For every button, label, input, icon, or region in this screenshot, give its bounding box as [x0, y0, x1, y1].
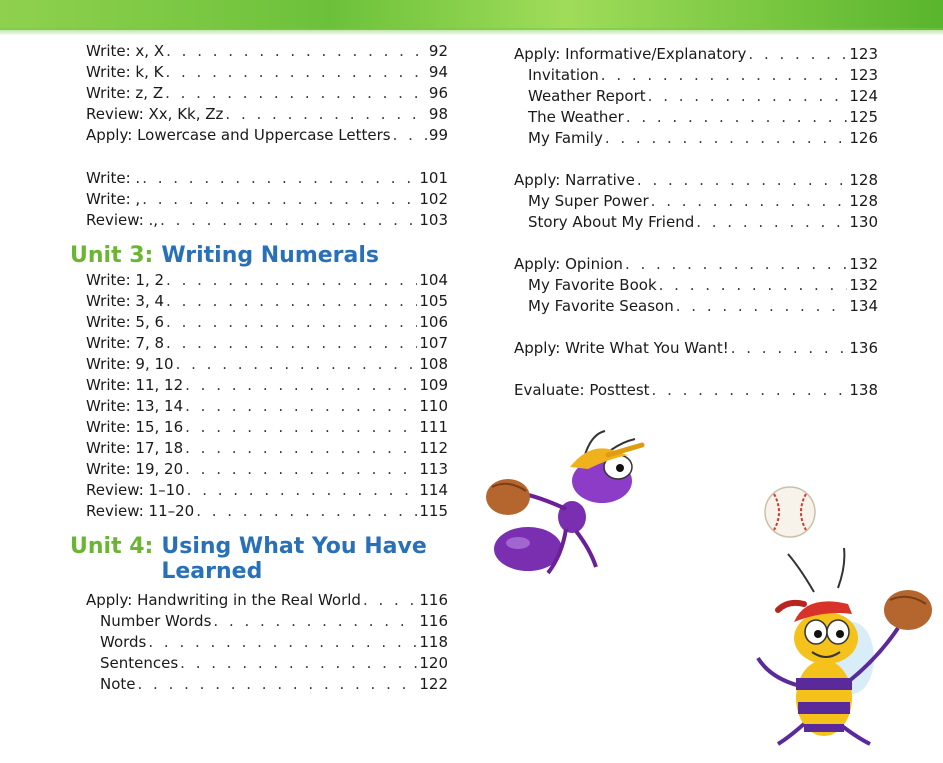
toc-entry[interactable]: [86, 653, 448, 674]
entry-page: 106: [419, 313, 448, 331]
toc-entry[interactable]: [514, 86, 878, 107]
toc-entry[interactable]: [86, 632, 448, 653]
toc-entry[interactable]: [514, 128, 878, 149]
entry-page: 128: [849, 192, 878, 210]
entry-label: Write: 3, 4: [86, 292, 165, 310]
entry-page: 92: [428, 42, 448, 60]
toc-entry[interactable]: [86, 189, 448, 210]
toc-entry[interactable]: [514, 296, 878, 317]
toc-entry[interactable]: [86, 459, 448, 480]
toc-entry[interactable]: [86, 210, 448, 231]
entry-label: Words: [100, 633, 147, 651]
entry-page: 114: [419, 481, 448, 499]
entry-label: Sentences: [100, 654, 179, 672]
entry-page: 102: [419, 190, 448, 208]
toc-entry[interactable]: [514, 338, 878, 359]
entry-label: Write: 5, 6: [86, 313, 165, 331]
entry-page: 110: [419, 397, 448, 415]
ant-mascot-icon: [470, 425, 650, 585]
unit3-list: [86, 270, 448, 522]
entry-page: 122: [419, 675, 448, 693]
unit-number: Unit 4:: [70, 534, 154, 559]
toc-entry[interactable]: [514, 170, 878, 191]
entry-page: 105: [419, 292, 448, 310]
baseball-icon: [762, 484, 818, 540]
entry-page: 104: [419, 271, 448, 289]
entry-label: Weather Report: [528, 87, 646, 105]
unit-title: Writing Numerals: [161, 243, 380, 268]
entry-label: My Super Power: [528, 192, 649, 210]
toc-entry[interactable]: [514, 191, 878, 212]
entry-label: Write: 19, 20: [86, 460, 184, 478]
unit2-group2: [86, 168, 448, 231]
entry-label: Write: 9, 10: [86, 355, 174, 373]
entry-label: Write: ,: [86, 190, 141, 208]
toc-entry[interactable]: [86, 168, 448, 189]
unit-number: Unit 3:: [70, 243, 154, 268]
toc-entry[interactable]: [86, 480, 448, 501]
entry-label: My Favorite Book: [528, 276, 657, 294]
entry-label: The Weather: [528, 108, 624, 126]
entry-page: 138: [849, 381, 878, 399]
toc-entry[interactable]: [86, 125, 448, 146]
toc-entry[interactable]: [514, 44, 878, 65]
entry-page: 94: [428, 63, 448, 81]
entry-page: 118: [419, 633, 448, 651]
unit4-list: [86, 590, 448, 695]
unit2-group1: [86, 41, 448, 146]
entry-page: 101: [419, 169, 448, 187]
toc-entry[interactable]: [514, 107, 878, 128]
entry-label: Apply: Write What You Want!: [514, 339, 729, 357]
entry-page: 98: [428, 105, 448, 123]
entry-label: Apply: Lowercase and Uppercase Letters: [86, 126, 391, 144]
entry-label: Write: .: [86, 169, 141, 187]
entry-page: 123: [849, 66, 878, 84]
toc-entry[interactable]: [86, 417, 448, 438]
toc-entry[interactable]: [86, 83, 448, 104]
entry-page: 125: [849, 108, 878, 126]
entry-page: 130: [849, 213, 878, 231]
toc-entry[interactable]: [514, 380, 878, 401]
entry-label: Evaluate: Posttest: [514, 381, 650, 399]
entry-label: Note: [100, 675, 136, 693]
entry-page: 116: [419, 591, 448, 609]
toc-entry[interactable]: [86, 291, 448, 312]
entry-page: 128: [849, 171, 878, 189]
entry-label: Write: 13, 14: [86, 397, 184, 415]
entry-label: Apply: Opinion: [514, 255, 623, 273]
entry-page: 116: [419, 612, 448, 630]
entry-label: Review: 1–10: [86, 481, 185, 499]
entry-page: 132: [849, 276, 878, 294]
entry-page: 136: [849, 339, 878, 357]
entry-label: Apply: Narrative: [514, 171, 635, 189]
toc-entry[interactable]: [86, 674, 448, 695]
entry-page: 103: [419, 211, 448, 229]
toc-entry[interactable]: [86, 501, 448, 522]
unit-title: Using What You Have Learned: [161, 534, 427, 584]
entry-label: Write: 7, 8: [86, 334, 165, 352]
unit4-heading: [70, 534, 448, 584]
entry-page: 124: [849, 87, 878, 105]
unit3-heading: [70, 243, 448, 268]
toc-entry[interactable]: [86, 62, 448, 83]
entry-label: Review: Xx, Kk, Zz: [86, 105, 224, 123]
entry-label: Number Words: [100, 612, 212, 630]
entry-page: 115: [419, 502, 448, 520]
narrative-group: [514, 170, 878, 233]
toc-entry[interactable]: [86, 270, 448, 291]
toc-entry[interactable]: [86, 41, 448, 62]
entry-label: Review: .,: [86, 211, 159, 229]
entry-label: Write: k, K: [86, 63, 164, 81]
entry-page: 134: [849, 297, 878, 315]
toc-entry[interactable]: [86, 333, 448, 354]
entry-page: 113: [419, 460, 448, 478]
toc-entry[interactable]: [86, 104, 448, 125]
toc-entry[interactable]: [86, 396, 448, 417]
entry-label: Write: 1, 2: [86, 271, 165, 289]
toc-left-column: [70, 41, 448, 695]
toc-entry[interactable]: [86, 438, 448, 459]
entry-page: 99: [428, 126, 448, 144]
entry-label: Apply: Handwriting in the Real World: [86, 591, 361, 609]
toc-entry[interactable]: [514, 275, 878, 296]
entry-label: Write: 17, 18: [86, 439, 184, 457]
toc-entry[interactable]: [86, 611, 448, 632]
entry-label: Review: 11–20: [86, 502, 195, 520]
entry-label: My Family: [528, 129, 603, 147]
toc-entry[interactable]: [514, 65, 878, 86]
entry-label: Story About My Friend: [528, 213, 695, 231]
informative-group: [514, 44, 878, 149]
top-decorative-band: [0, 0, 943, 30]
toc-entry[interactable]: [86, 354, 448, 375]
entry-label: Write: 15, 16: [86, 418, 184, 436]
entry-page: 126: [849, 129, 878, 147]
toc-entry[interactable]: [86, 375, 448, 396]
bee-mascot-icon: [748, 548, 938, 748]
toc-right-column: [514, 44, 878, 401]
opinion-group: [514, 254, 878, 317]
entry-label: Apply: Informative/Explanatory: [514, 45, 747, 63]
toc-entry[interactable]: [514, 254, 878, 275]
toc-entry[interactable]: [514, 212, 878, 233]
entry-page: 107: [419, 334, 448, 352]
entry-page: 120: [419, 654, 448, 672]
entry-page: 112: [419, 439, 448, 457]
entry-label: Write: 11, 12: [86, 376, 184, 394]
entry-label: Write: x, X: [86, 42, 165, 60]
entry-label: Invitation: [528, 66, 599, 84]
entry-page: 108: [419, 355, 448, 373]
entry-label: My Favorite Season: [528, 297, 674, 315]
toc-entry[interactable]: [86, 590, 448, 611]
entry-page: 132: [849, 255, 878, 273]
entry-page: 109: [419, 376, 448, 394]
entry-page: 123: [849, 45, 878, 63]
entry-page: 96: [428, 84, 448, 102]
entry-page: 111: [419, 418, 448, 436]
toc-entry[interactable]: [86, 312, 448, 333]
entry-label: Write: z, Z: [86, 84, 164, 102]
